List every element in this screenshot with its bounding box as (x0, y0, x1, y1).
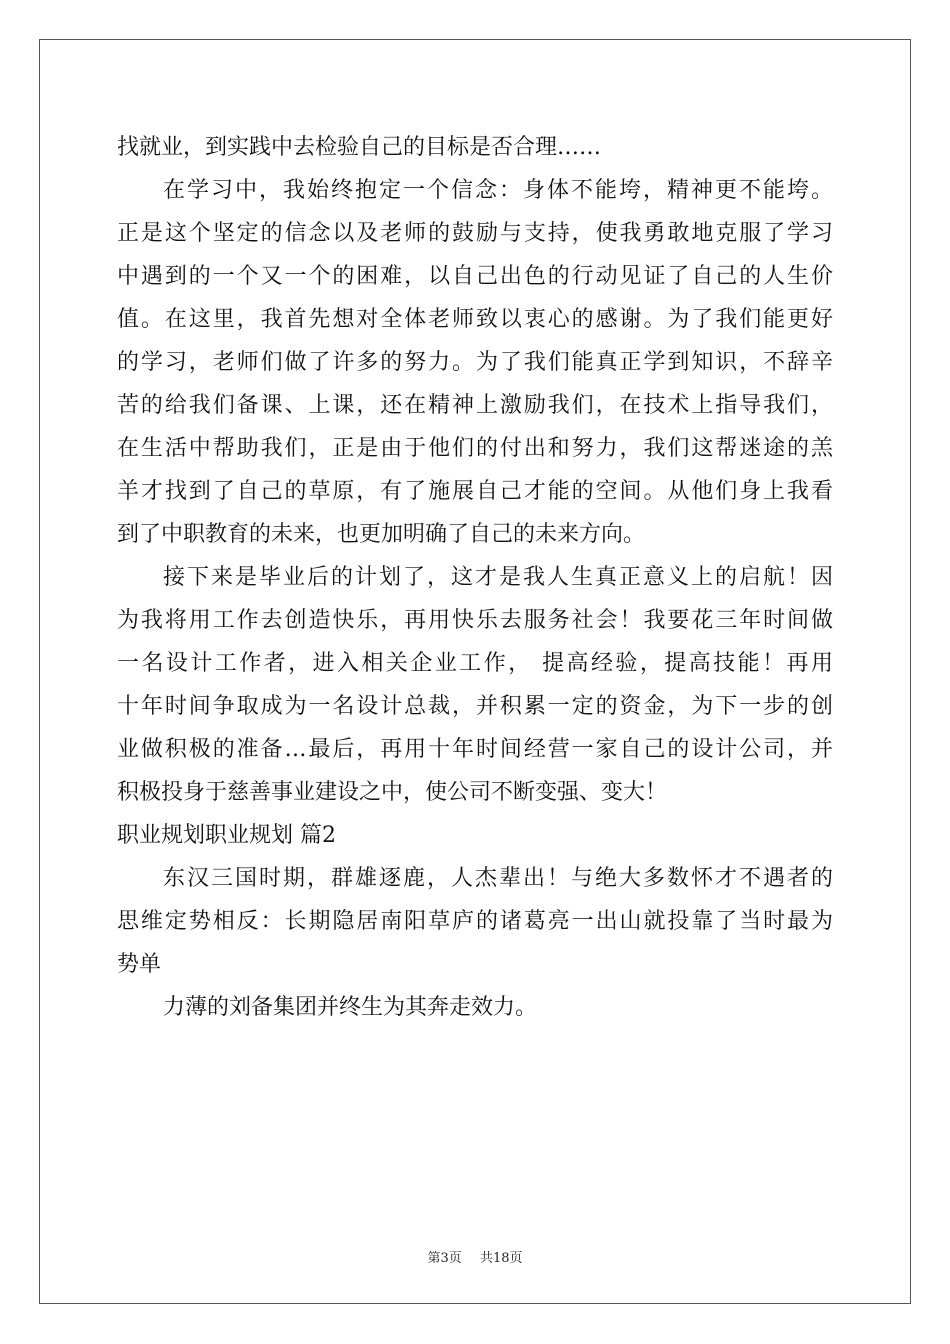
text-line: 一名设计工作者，进入相关企业工作， 提高经验，提高技能！再用 (117, 651, 833, 676)
page-footer (0, 1247, 950, 1266)
document-body (117, 126, 833, 1029)
text-line: 到了中职教育的未来，也更加明确了自己的未来方向。 (117, 522, 646, 547)
page-number: 第3页 (427, 1251, 462, 1266)
text-line: 业做积极的准备…最后，再用十年时间经营一家自己的设计公司，并 (117, 737, 833, 762)
text-line: 值。在这里，我首先想对全体老师致以衷心的感谢。为了我们能更好 (117, 307, 833, 332)
text-line: 接下来是毕业后的计划了，这才是我人生真正意义上的启航！因 (163, 565, 833, 590)
text-line: 积极投身于慈善事业建设之中，使公司不断变强、变大！ (117, 780, 668, 805)
text-line: 的学习，老师们做了许多的努力。为了我们能真正学到知识，不辞辛 (117, 350, 833, 375)
text-line: 苦的给我们备课、上课，还在精神上激励我们，在技术上指导我们， (117, 393, 833, 418)
text-line: 势单 (117, 952, 162, 977)
text-line: 东汉三国时期，群雄逐鹿，人杰辈出！与绝大多数怀才不遇者的 (163, 866, 833, 891)
text-line: 中遇到的一个又一个的困难，以自己出色的行动见证了自己的人生价 (117, 264, 833, 289)
text-line: 思维定势相反：长期隐居南阳草庐的诸葛亮一出山就投靠了当时最为 (117, 909, 833, 934)
text-line: 找就业，到实践中去检验自己的目标是否合理…… (117, 135, 602, 160)
page-total: 共18页 (479, 1251, 523, 1266)
section-heading: 职业规划职业规划 篇2 (117, 823, 336, 848)
text-line: 正是这个坚定的信念以及老师的鼓励与支持，使我勇敢地克服了学习 (117, 221, 833, 246)
text-line: 力薄的刘备集团并终生为其奔走效力。 (163, 995, 538, 1020)
text-line: 在学习中，我始终抱定一个信念：身体不能垮，精神更不能垮。 (163, 178, 833, 203)
text-line: 十年时间争取成为一名设计总裁，并积累一定的资金，为下一步的创 (117, 694, 833, 719)
text-line: 为我将用工作去创造快乐，再用快乐去服务社会！我要花三年时间做 (117, 608, 833, 633)
text-line: 羊才找到了自己的草原，有了施展自己才能的空间。从他们身上我看 (117, 479, 833, 504)
text-line: 在生活中帮助我们，正是由于他们的付出和努力，我们这帮迷途的羔 (117, 436, 833, 461)
